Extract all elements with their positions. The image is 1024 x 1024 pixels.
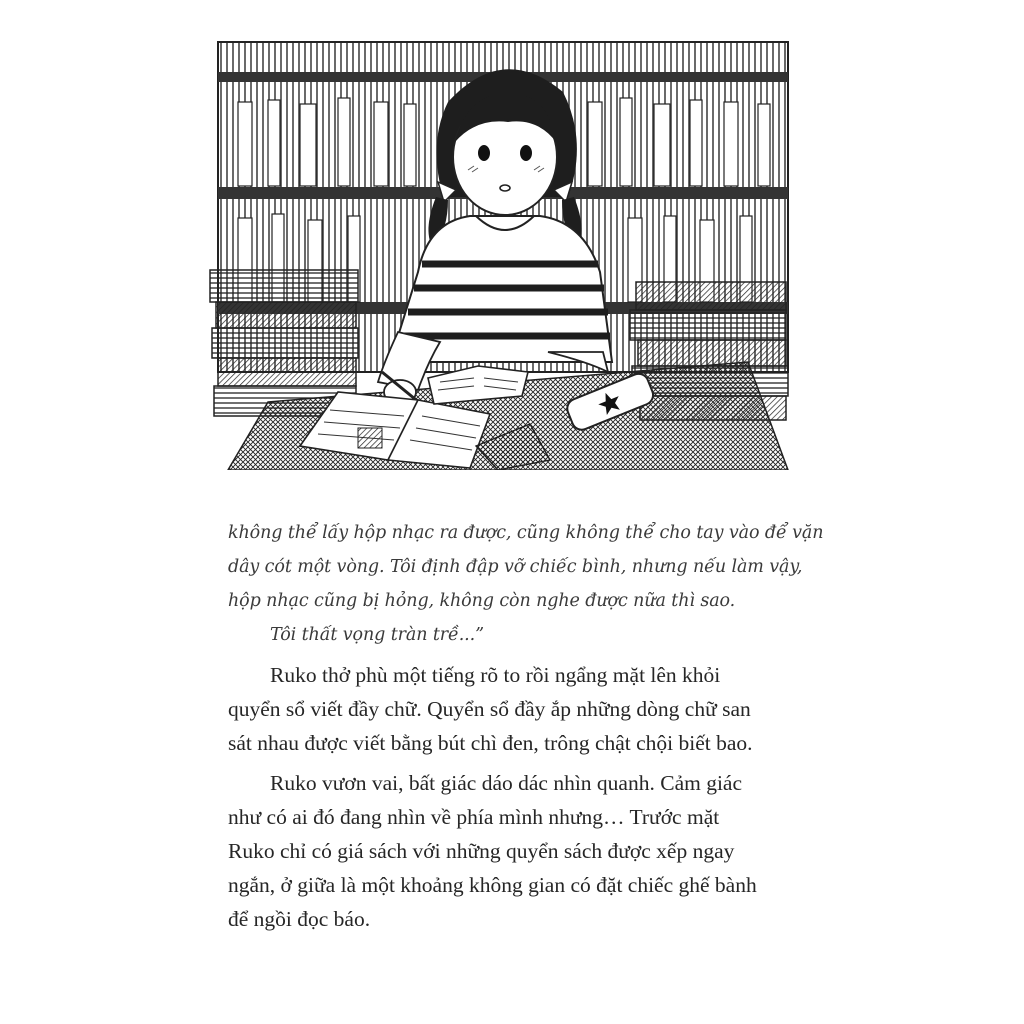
paragraph-line: sát nhau được viết bằng bút chì đen, trông chật chội biết bao. xyxy=(228,731,753,755)
paragraph-line: như có ai đó đang nhìn về phía mình nhưng… Trước mặt xyxy=(228,805,720,829)
quote-line: dây cót một vòng. Tôi định đập vỡ chiếc bình, nhưng nếu làm vậy, xyxy=(228,557,803,577)
paragraph-line: để ngồi đọc báo. xyxy=(228,907,371,931)
text-block xyxy=(228,516,824,942)
quote-line: không thể lấy hộp nhạc ra được, cũng không thể cho tay vào để vặn xyxy=(228,523,824,543)
paragraph-line: Ruko vươn vai, bất giác dáo dác nhìn quanh. Cảm giác xyxy=(270,771,743,795)
paragraph-line: Ruko thở phù một tiếng rõ to rồi ngẩng mặt lên khỏi xyxy=(270,663,721,687)
quote-closing: Tôi thất vọng tràn trề...” xyxy=(270,625,484,645)
girl-reading-illustration xyxy=(208,32,798,470)
paragraph xyxy=(228,766,802,936)
paragraph-line: ngắn, ở giữa là một khoảng không gian có đặt chiếc ghế bành xyxy=(228,873,757,897)
paragraph-line: quyển sổ viết đầy chữ. Quyển sổ đầy ắp những dòng chữ san xyxy=(228,697,751,721)
quote-block xyxy=(228,516,824,652)
quote-line: hộp nhạc cũng bị hỏng, không còn nghe được nữa thì sao. xyxy=(228,591,736,611)
paragraph xyxy=(228,658,802,760)
prose-body xyxy=(228,658,802,936)
paragraph-line: Ruko chỉ có giá sách với những quyển sách được xếp ngay xyxy=(228,839,735,863)
